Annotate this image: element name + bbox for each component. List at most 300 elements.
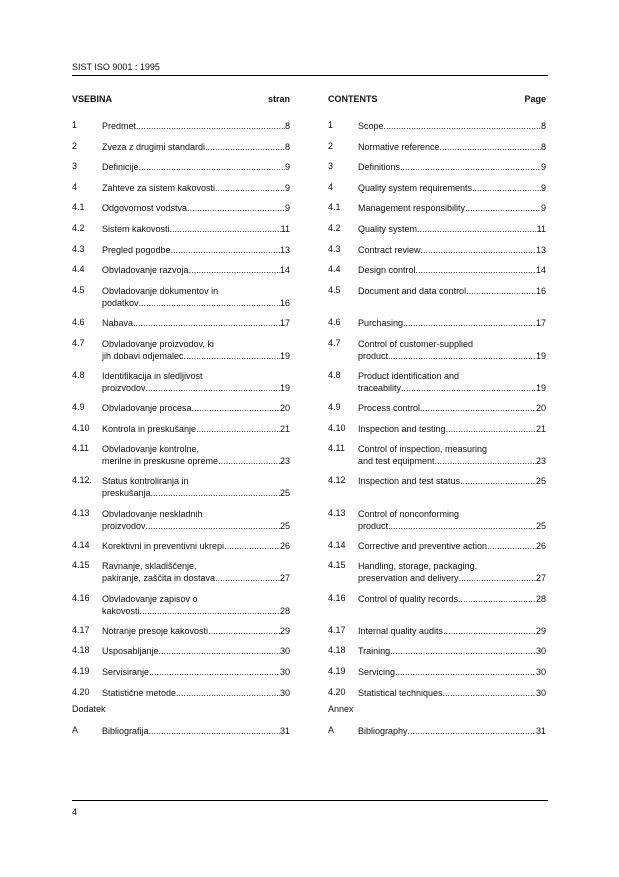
- toc-entry-line: [102, 244, 290, 256]
- toc-entry-label: Document and data control: [358, 285, 467, 296]
- toc-entry-number: 4.20: [328, 686, 346, 697]
- toc-entry-label: Nabava: [102, 318, 134, 328]
- dot-leader: [417, 223, 537, 235]
- toc-entry-line: [358, 223, 546, 235]
- toc-entry-label: Control of quality records: [358, 593, 459, 604]
- toc-entry-text: [358, 370, 546, 394]
- dot-leader: [159, 645, 280, 657]
- toc-entry-label: Normative reference: [358, 141, 440, 152]
- dot-leader: [384, 120, 541, 132]
- toc-entry-number: 4.7: [72, 337, 85, 348]
- dot-leader: [140, 605, 280, 617]
- toc-entry-line: [358, 687, 546, 699]
- toc-entry-page: 8: [284, 141, 290, 152]
- toc-entry-label: traceability: [358, 382, 402, 393]
- dot-leader: [184, 350, 280, 362]
- dot-leader: [443, 687, 536, 699]
- toc-entry-label: and test equipment: [358, 456, 435, 467]
- toc-entry-page: 28: [535, 593, 546, 604]
- toc-entry-label: Predmet: [102, 121, 137, 131]
- toc-entry-label: kakovosti: [102, 605, 140, 616]
- toc-entry-text: [102, 423, 290, 435]
- toc-entry-number: 4.4: [72, 264, 85, 275]
- toc-entry-number: 4.2: [72, 223, 85, 233]
- toc-entry-line: [102, 605, 290, 617]
- toc-entry-text: [102, 402, 290, 414]
- toc-entry-text: [102, 443, 290, 467]
- toc-entry-line: [102, 317, 290, 329]
- toc-entry-label: Inspection and test status: [358, 476, 461, 487]
- toc-entry-text: [102, 264, 290, 276]
- toc-entry-label: Status kontroliranja in: [102, 476, 189, 487]
- dot-leader: [224, 540, 280, 552]
- toc-entry-text: [102, 285, 290, 309]
- dot-leader: [487, 540, 536, 552]
- toc-entry-label: Usposabljanje: [102, 646, 159, 657]
- toc-entry-line: [102, 455, 290, 467]
- dot-leader: [170, 223, 281, 235]
- toc-entry-label: Definicije: [102, 162, 139, 173]
- toc-entry-number: 4.15: [72, 560, 90, 571]
- dot-leader: [388, 520, 536, 532]
- toc-entry-line: [102, 297, 290, 309]
- dot-leader: [421, 244, 536, 256]
- toc-entry-number: 4.13: [72, 507, 90, 518]
- toc-entry-label: Obvladovanje procesa: [102, 403, 192, 413]
- toc-entry-label: preservation and delivery: [358, 573, 459, 584]
- toc-entry-page: 19: [279, 350, 290, 361]
- toc-entry-page: 29: [535, 625, 546, 636]
- toc-entry-number: 4.16: [328, 592, 346, 603]
- toc-entry-label: jih dobavi odjemalec: [102, 350, 184, 361]
- toc-entry-page: 19: [279, 382, 290, 393]
- toc-entry-line: [358, 725, 546, 737]
- toc-entry-line: [358, 666, 546, 678]
- toc-entry-page: 23: [535, 456, 546, 467]
- toc-entry-page: 30: [535, 646, 546, 657]
- dot-leader: [400, 161, 541, 173]
- toc-entry-number: 4: [72, 181, 78, 192]
- toc-entry-label: Corrective and preventive action: [358, 540, 488, 551]
- toc-entry-label: Servicing: [358, 667, 396, 677]
- toc-entry-number: 4.19: [328, 666, 346, 676]
- toc-entry-page: 8: [284, 121, 290, 131]
- dot-leader: [136, 120, 285, 132]
- toc-entry-page: 8: [540, 141, 546, 152]
- toc-entry-number: 4.4: [328, 264, 341, 275]
- toc-entry-number: 4.5: [72, 284, 85, 295]
- toc-entry-page: 21: [535, 423, 546, 434]
- toc-entry-label: podatkov: [102, 297, 139, 308]
- toc-entry-line: [358, 285, 546, 297]
- toc-entry-line: [102, 725, 290, 737]
- toc-entry-line: [358, 572, 546, 584]
- toc-entry-line: [358, 423, 546, 435]
- toc-entry-label: Obvladovanje zapisov o: [102, 593, 198, 604]
- annex-heading: Annex: [328, 704, 354, 715]
- toc-entry-label: Odgovornost vodstva: [102, 203, 188, 214]
- dot-leader: [440, 141, 541, 153]
- toc-entry-label: Handling, storage, packaging,: [358, 561, 478, 572]
- toc-entry-text: [102, 560, 290, 584]
- toc-entry-text: [102, 182, 290, 194]
- toc-entry-text: [102, 593, 290, 617]
- dot-leader: [465, 202, 541, 214]
- toc-entry-page: 11: [536, 224, 546, 234]
- toc-entry-number: 4.1: [72, 202, 85, 213]
- toc-entry-label: product: [358, 520, 389, 531]
- toc-entry-label: Pregled pogodbe: [102, 244, 171, 255]
- toc-entry-text: [358, 540, 546, 552]
- toc-entry-text: [358, 687, 546, 699]
- toc-entry-page: 31: [535, 725, 546, 736]
- dot-leader: [408, 725, 536, 737]
- toc-entry-line: [358, 350, 546, 362]
- toc-entry-page: 20: [535, 403, 546, 413]
- toc-entry-label: Identifikacija in sledljivost: [102, 370, 203, 381]
- toc-entry-text: [102, 625, 290, 637]
- toc-entry-label: Bibliografija: [102, 725, 149, 736]
- toc-entry-page: 30: [279, 667, 290, 677]
- toc-entry-text: [358, 402, 546, 414]
- toc-entry-label: Bibliography: [358, 725, 408, 736]
- toc-entry-line: [102, 161, 290, 173]
- header-rule: [72, 75, 548, 76]
- toc-entry-label: Quality system requirements: [358, 182, 473, 193]
- dot-leader: [472, 182, 541, 194]
- toc-entry-line: [102, 487, 290, 499]
- toc-entry-line: [102, 423, 290, 435]
- toc-entry-page: 30: [535, 667, 546, 677]
- dot-leader: [435, 455, 536, 467]
- toc-entry-line: [102, 350, 290, 362]
- toc-entry-line: [102, 382, 290, 394]
- toc-entry-label: product: [358, 350, 389, 361]
- dot-leader: [215, 182, 285, 194]
- toc-entry-number: 4.18: [72, 645, 90, 656]
- toc-entry-line: [358, 244, 546, 256]
- toc-entry-line: [358, 455, 546, 467]
- toc-entry-text: [358, 182, 546, 194]
- toc-entry-line: [102, 202, 290, 214]
- page-number: 4: [72, 807, 78, 817]
- toc-entry-number: 4.11: [328, 443, 345, 454]
- toc-entry-text: [358, 223, 546, 235]
- toc-entry-page: 14: [535, 265, 546, 276]
- toc-entry-page: 26: [535, 540, 546, 551]
- toc-entry-number: 4.19: [72, 666, 90, 676]
- toc-entry-number: 4.18: [328, 645, 346, 656]
- toc-entry-number: 1: [328, 120, 334, 130]
- toc-entry-number: 4.2: [328, 223, 341, 233]
- toc-entry-page: 30: [279, 646, 290, 657]
- toc-entry-text: [358, 645, 546, 657]
- toc-entry-number: 1: [72, 120, 78, 130]
- toc-entry-text: [358, 338, 546, 362]
- toc-entry-number: 4: [328, 181, 334, 192]
- toc-entry-text: [102, 202, 290, 214]
- toc-entry-label: Statistical techniques: [358, 687, 443, 698]
- toc-entry-number: 4.9: [72, 402, 85, 412]
- toc-entry-label: Quality system: [358, 224, 418, 234]
- toc-entry-text: [358, 725, 546, 737]
- toc-entry-line: [358, 382, 546, 394]
- toc-entry-page: 30: [535, 687, 546, 698]
- toc-entry-page: 9: [540, 182, 546, 193]
- toc-entry-number: 4.14: [328, 539, 346, 550]
- toc-title: CONTENTS: [328, 94, 378, 104]
- dot-leader: [388, 350, 536, 362]
- dot-leader: [420, 402, 536, 414]
- toc-entry-text: [102, 120, 290, 132]
- toc-entry-label: Zahteve za sistem kakovosti: [102, 182, 216, 193]
- toc-entry-text: [358, 593, 546, 605]
- toc-entry-number: 4.11: [72, 443, 89, 454]
- toc-entry-line: [102, 625, 290, 637]
- toc-entry-page: 25: [279, 488, 290, 499]
- dot-leader: [149, 725, 280, 737]
- toc-slovene: [72, 94, 290, 736]
- dot-leader: [192, 402, 280, 414]
- toc-entry-number: 4.15: [328, 560, 346, 571]
- toc-entry-label: Management responsibility: [358, 203, 466, 214]
- toc-entry-text: [102, 141, 290, 153]
- toc-entry-number: 4.10: [328, 422, 346, 433]
- toc-entry-page: 28: [279, 605, 290, 616]
- toc-entry-text: [102, 645, 290, 657]
- dot-leader: [208, 625, 280, 637]
- toc-entry-text: [102, 687, 290, 699]
- toc-entry-number: 4.3: [328, 243, 341, 254]
- toc-entry-label: Control of customer-supplied: [358, 338, 474, 349]
- toc-entry-text: [102, 317, 290, 329]
- dot-leader: [466, 285, 536, 297]
- toc-english: [328, 94, 546, 736]
- dot-leader: [205, 141, 285, 153]
- toc-entry-page: 25: [535, 520, 546, 531]
- toc-entry-label: Obvladovanje proizvodov, ki: [102, 338, 214, 349]
- toc-entry-number: 4.17: [328, 624, 346, 635]
- toc-entry-label: preskušanja: [102, 488, 151, 499]
- toc-entry-text: [102, 223, 290, 235]
- toc-entry-page: 20: [279, 403, 290, 413]
- toc-entry-page: 31: [279, 725, 290, 736]
- toc-entry-label: merilne in preskusne opreme: [102, 456, 219, 467]
- toc-entry-label: Training: [358, 646, 391, 657]
- toc-entry-page: 9: [540, 162, 546, 173]
- toc-entry-label: Process control: [358, 403, 421, 413]
- toc-entry-number: 4.7: [328, 337, 341, 348]
- toc-entry-line: [102, 141, 290, 153]
- toc-entry-label: Contract review: [358, 244, 421, 255]
- standard-designation: SIST ISO 9001 : 1995: [72, 62, 160, 72]
- toc-page-label: Page: [524, 94, 546, 104]
- toc-entry-label: Control of nonconforming: [358, 508, 460, 519]
- toc-entry-number: 4.12: [328, 475, 346, 486]
- toc-entry-number: 4.3: [72, 243, 85, 254]
- toc-entry-line: [358, 161, 546, 173]
- toc-entry-number: 4.6: [328, 317, 341, 327]
- toc-entry-label: Scope: [358, 121, 384, 131]
- toc-entry-page: 9: [284, 182, 290, 193]
- toc-entry-label: pakiranje, zaščita in dostava: [102, 573, 216, 584]
- toc-entry-line: [358, 540, 546, 552]
- toc-entry-text: [102, 508, 290, 532]
- toc-entry-page: 21: [279, 423, 290, 434]
- toc-entry-number: 4.20: [72, 686, 90, 697]
- toc-entry-number: 4.9: [328, 402, 341, 412]
- toc-entry-line: [358, 202, 546, 214]
- dot-leader: [416, 264, 536, 276]
- toc-entry-text: [102, 161, 290, 173]
- dot-leader: [403, 317, 536, 329]
- toc-entry-page: 25: [279, 520, 290, 531]
- toc-entry-page: 17: [535, 318, 546, 328]
- toc-entry-line: [102, 540, 290, 552]
- toc-page-label: stran: [267, 94, 290, 104]
- toc-entry-text: [358, 625, 546, 637]
- toc-entry-number: 4.16: [72, 592, 90, 603]
- dot-leader: [187, 202, 285, 214]
- toc-entry-line: [358, 625, 546, 637]
- toc-entry-line: [358, 120, 546, 132]
- toc-entry-label: Product identification and: [358, 370, 460, 381]
- toc-entry-label: Obvladovanje neskladnih: [102, 508, 203, 519]
- dot-leader: [395, 666, 536, 678]
- toc-entry-page: 16: [279, 297, 290, 308]
- toc-entry-line: [358, 317, 546, 329]
- toc-entry-page: 30: [279, 687, 290, 698]
- toc-entry-text: [358, 423, 546, 435]
- toc-entry-label: Statistične metode: [102, 687, 177, 698]
- toc-entry-label: Notranje presoje kakovosti: [102, 625, 209, 636]
- dot-leader: [146, 382, 280, 394]
- toc-entry-line: [358, 475, 546, 487]
- toc-entry-page: 13: [279, 244, 290, 255]
- dot-leader: [139, 161, 285, 173]
- toc-entry-text: [358, 202, 546, 214]
- dot-leader: [189, 264, 280, 276]
- dot-leader: [390, 645, 536, 657]
- toc-entry-text: [358, 317, 546, 329]
- toc-entry-label: Design control: [358, 265, 416, 276]
- toc-slovene-heading: [72, 94, 290, 110]
- toc-entry-text: [102, 540, 290, 552]
- toc-entry-number: 2: [328, 140, 334, 151]
- toc-entry-label: Korektivni in preventivni ukrepi: [102, 540, 225, 551]
- dot-leader: [401, 382, 536, 394]
- toc-entry-text: [358, 244, 546, 256]
- toc-entry-page: 16: [535, 285, 546, 296]
- toc-entry-page: 26: [279, 540, 290, 551]
- toc-entry-text: [358, 475, 546, 487]
- toc-entry-line: [358, 182, 546, 194]
- toc-entry-label: Inspection and testing: [358, 423, 446, 434]
- dot-leader: [458, 593, 536, 605]
- toc-entry-text: [358, 508, 546, 532]
- toc-entry-label: Purchasing: [358, 318, 404, 328]
- dot-leader: [151, 487, 280, 499]
- toc-entry-number: 3: [72, 161, 78, 172]
- toc-english-heading: [328, 94, 546, 110]
- toc-entry-page: 25: [535, 476, 546, 487]
- toc-entry-text: [102, 338, 290, 362]
- toc-entry-line: [102, 520, 290, 532]
- toc-entry-text: [102, 475, 290, 499]
- dot-leader: [218, 455, 280, 467]
- toc-entry-label: Control of inspection, measuring: [358, 444, 488, 455]
- toc-entry-number: 4.1: [328, 202, 341, 213]
- dot-leader: [459, 572, 536, 584]
- toc-entry-label: Obvladovanje dokumentov in: [102, 285, 219, 296]
- toc-title: VSEBINA: [72, 94, 113, 104]
- toc-entry-label: Zveza z drugimi standardi: [102, 141, 206, 152]
- dot-leader: [460, 475, 536, 487]
- toc-entry-number: 4.6: [72, 317, 85, 327]
- toc-entry-text: [102, 370, 290, 394]
- toc-entry-line: [358, 141, 546, 153]
- toc-entry-page: 9: [284, 162, 290, 173]
- toc-entry-label: Obvladovanje razvoja: [102, 265, 189, 276]
- toc-entry-page: 17: [279, 318, 290, 328]
- toc-entry-page: 13: [535, 244, 546, 255]
- toc-entry-number: 4.12.: [72, 475, 93, 486]
- toc-entry-number: 4.10: [72, 422, 90, 433]
- toc-entry-text: [102, 666, 290, 678]
- toc-entry-page: 9: [540, 203, 546, 214]
- toc-entry-number: A: [72, 724, 79, 735]
- toc-entry-page: 19: [535, 382, 546, 393]
- toc-entry-label: proizvodov: [102, 520, 146, 531]
- dot-leader: [146, 520, 280, 532]
- toc-entry-page: 9: [284, 203, 290, 214]
- toc-entry-label: Ravnanje, skladiščenje,: [102, 561, 197, 572]
- dot-leader: [443, 625, 536, 637]
- toc-entry-line: [102, 666, 290, 678]
- toc-entry-label: Obvladovanje kontrolne,: [102, 444, 200, 455]
- toc-entry-text: [358, 141, 546, 153]
- toc-entry-text: [102, 725, 290, 737]
- toc-entry-page: 27: [535, 573, 546, 584]
- dot-leader: [176, 687, 280, 699]
- toc-entry-line: [358, 402, 546, 414]
- toc-entry-page: 14: [279, 265, 290, 276]
- annex-heading: Dodatek: [72, 704, 106, 715]
- toc-entry-text: [358, 666, 546, 678]
- toc-entry-number: 4.8: [328, 369, 341, 380]
- toc-entry-number: 2: [72, 140, 78, 151]
- toc-entry-line: [358, 645, 546, 657]
- dot-leader: [139, 297, 280, 309]
- toc-entry-label: Servisiranje: [102, 667, 150, 677]
- toc-entry-number: 4.17: [72, 624, 90, 635]
- toc-entry-text: [102, 244, 290, 256]
- toc-entry-number: 3: [328, 161, 334, 172]
- toc-entry-page: 11: [280, 224, 290, 234]
- footer-rule: [72, 800, 548, 801]
- toc-entry-line: [102, 120, 290, 132]
- toc-entry-text: [358, 443, 546, 467]
- dot-leader: [446, 423, 536, 435]
- toc-entry-page: 29: [279, 625, 290, 636]
- toc-entry-number: 4.8: [72, 369, 85, 380]
- toc-entry-line: [102, 687, 290, 699]
- toc-entry-number: 4.5: [328, 284, 341, 295]
- toc-entry-line: [358, 520, 546, 532]
- dot-leader: [215, 572, 280, 584]
- dot-leader: [149, 666, 280, 678]
- toc-entry-page: 23: [279, 456, 290, 467]
